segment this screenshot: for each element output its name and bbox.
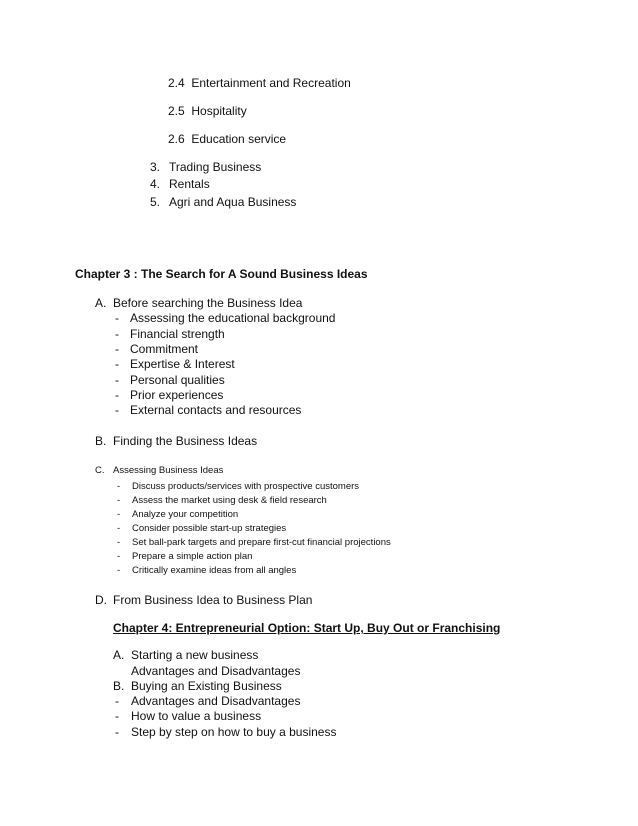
list-item — [115, 327, 225, 342]
section-marker: C. — [95, 465, 105, 476]
dash-marker: - — [115, 388, 119, 402]
list-item — [115, 311, 336, 326]
dash-marker: - — [117, 551, 121, 562]
subsection-text: Education service — [191, 132, 287, 146]
chapter-3-title: Chapter 3 : The Search for A Sound Business Ideas — [75, 267, 368, 281]
section-text: Finding the Business Ideas — [113, 434, 258, 448]
dash-marker: - — [117, 495, 121, 506]
list-text: Agri and Aqua Business — [169, 195, 297, 209]
dash-marker: - — [117, 481, 121, 492]
list-item — [115, 373, 225, 388]
list-item-text: Expertise & Interest — [130, 357, 235, 371]
list-item-4 — [150, 177, 210, 192]
section-marker: A. — [95, 296, 107, 310]
section-c — [95, 465, 224, 477]
list-item-text: Analyze your competition — [132, 509, 239, 520]
subsection-2-4 — [168, 76, 351, 91]
subsection-2-6 — [168, 132, 286, 147]
section-text: From Business Idea to Business Plan — [113, 593, 313, 607]
list-item-5 — [150, 195, 297, 210]
section-marker: B. — [113, 679, 125, 693]
list-item-text: How to value a business — [131, 709, 262, 723]
subsection-number: 2.5 — [168, 104, 185, 118]
list-item-3 — [150, 160, 262, 175]
section-text: Assessing Business Ideas — [113, 465, 224, 476]
list-item — [115, 357, 235, 372]
list-item — [115, 342, 199, 357]
list-item-text: Personal qualities — [130, 373, 225, 387]
dash-marker: - — [117, 509, 121, 520]
list-item-text: Prior experiences — [130, 388, 224, 402]
chapter-4-section-a-sub: Advantages and Disadvantages — [131, 664, 301, 678]
dash-marker: - — [117, 565, 121, 576]
dash-marker: - — [115, 403, 119, 417]
list-item-text: Advantages and Disadvantages — [131, 694, 301, 708]
list-item — [115, 388, 224, 403]
section-text: Before searching the Business Idea — [113, 296, 303, 310]
list-text: Rentals — [169, 177, 210, 191]
dash-marker: - — [115, 311, 119, 325]
subsection-number: 2.6 — [168, 132, 185, 146]
list-item — [115, 725, 337, 740]
dash-marker: - — [115, 342, 119, 356]
list-item — [117, 509, 239, 521]
section-d — [95, 593, 313, 608]
dash-marker: - — [115, 327, 119, 341]
list-item-text: Consider possible start-up strategies — [132, 523, 287, 534]
dash-marker: - — [115, 725, 119, 739]
list-item-text: Step by step on how to buy a business — [131, 725, 337, 739]
subsection-text: Entertainment and Recreation — [191, 76, 351, 90]
list-item — [117, 495, 327, 507]
list-number: 4. — [150, 177, 161, 191]
section-text: Starting a new business — [131, 648, 259, 662]
list-item-text: Prepare a simple action plan — [132, 551, 253, 562]
dash-marker: - — [115, 357, 119, 371]
list-item-text: Commitment — [130, 342, 199, 356]
list-item-text: Set ball-park targets and prepare first-cut financial projections — [132, 537, 391, 548]
list-item — [117, 565, 297, 577]
dash-marker: - — [115, 373, 119, 387]
dash-marker: - — [117, 537, 121, 548]
list-item — [117, 537, 391, 549]
list-item-text: External contacts and resources — [130, 403, 302, 417]
list-item — [115, 709, 262, 724]
chapter-4-section-a — [113, 648, 259, 663]
list-number: 5. — [150, 195, 161, 209]
section-marker: A. — [113, 648, 125, 662]
subsection-text: Hospitality — [191, 104, 247, 118]
dash-marker: - — [115, 709, 119, 723]
list-item-text: Financial strength — [130, 327, 225, 341]
list-item-text: Discuss products/services with prospective customers — [132, 481, 360, 492]
list-item — [117, 523, 287, 535]
list-item — [115, 694, 301, 709]
list-item-text: Assess the market using desk & field research — [132, 495, 327, 506]
chapter-4-section-b — [113, 679, 282, 694]
section-a — [95, 296, 303, 311]
list-item-text: Assessing the educational background — [130, 311, 336, 325]
section-marker: D. — [95, 593, 107, 607]
dash-marker: - — [117, 523, 121, 534]
subsection-number: 2.4 — [168, 76, 185, 90]
list-item — [117, 551, 253, 563]
dash-marker: - — [115, 694, 119, 708]
section-marker: B. — [95, 434, 107, 448]
section-b — [95, 434, 258, 449]
section-text: Buying an Existing Business — [131, 679, 282, 693]
subsection-2-5 — [168, 104, 247, 119]
list-item-text: Critically examine ideas from all angles — [132, 565, 297, 576]
list-text: Trading Business — [169, 160, 262, 174]
list-item — [117, 481, 360, 493]
list-number: 3. — [150, 160, 161, 174]
chapter-4-title: Chapter 4: Entrepreneurial Option: Start Up, Buy Out or Franchising — [113, 621, 501, 635]
list-item — [115, 403, 302, 418]
